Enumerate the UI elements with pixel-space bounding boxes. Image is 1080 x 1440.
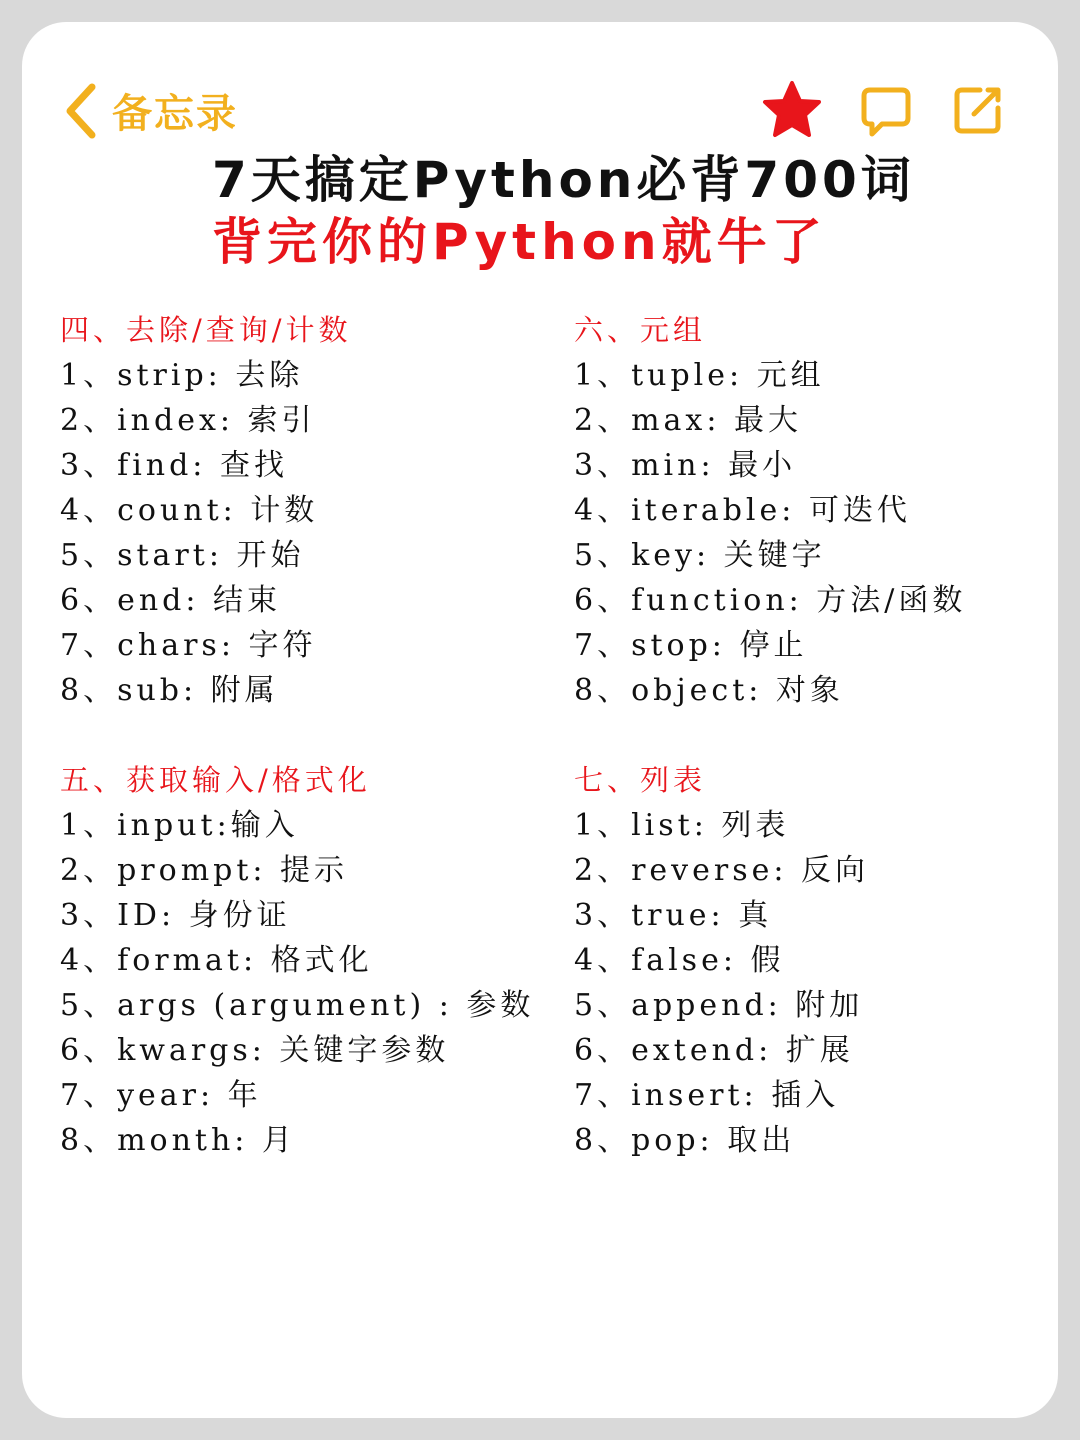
page-subtitle: 背完你的Python就牛了 xyxy=(212,213,827,271)
list-item: 2、index: 索引 xyxy=(60,403,316,438)
comment-icon[interactable] xyxy=(860,86,912,144)
toolbar xyxy=(22,22,1058,142)
list-item: 7、stop: 停止 xyxy=(574,628,808,663)
chevron-left-icon xyxy=(62,83,98,139)
list-item: 6、extend: 扩展 xyxy=(574,1033,854,1068)
star-icon[interactable] xyxy=(762,80,822,144)
list-item: 5、start: 开始 xyxy=(60,538,305,573)
section-heading: 六、元组 xyxy=(574,313,707,347)
list-item: 4、format: 格式化 xyxy=(60,943,373,978)
section-list xyxy=(574,758,869,1163)
section-input-format xyxy=(60,758,534,1163)
note-card xyxy=(22,22,1058,1418)
list-item: 1、tuple: 元组 xyxy=(574,358,825,393)
list-item: 3、ID: 身份证 xyxy=(60,898,291,933)
list-item: 1、strip: 去除 xyxy=(60,358,304,393)
edit-icon[interactable] xyxy=(952,84,1004,140)
back-label: 备忘录 xyxy=(112,91,238,137)
list-item: 8、sub: 附属 xyxy=(60,673,279,708)
list-item: 1、list: 列表 xyxy=(574,808,790,843)
list-item: 7、year: 年 xyxy=(60,1078,262,1113)
back-button[interactable] xyxy=(62,82,238,139)
list-item: 7、chars: 字符 xyxy=(60,628,317,663)
section-heading: 七、列表 xyxy=(574,763,707,797)
list-item: 7、insert: 插入 xyxy=(574,1078,840,1113)
list-item: 8、object: 对象 xyxy=(574,673,844,708)
list-item: 2、max: 最大 xyxy=(574,403,802,438)
list-item: 3、find: 查找 xyxy=(60,448,288,483)
page-title: 7天搞定Python必背700词 xyxy=(212,151,915,209)
list-item: 4、iterable: 可迭代 xyxy=(574,493,911,528)
list-item: 5、key: 关键字 xyxy=(574,538,826,573)
list-item: 4、false: 假 xyxy=(574,943,785,978)
list-item: 8、pop: 取出 xyxy=(574,1123,796,1158)
list-item: 6、kwargs: 关键字参数 xyxy=(60,1033,450,1068)
list-item: 2、prompt: 提示 xyxy=(60,853,349,888)
list-item: 5、args (argument) : 参数 xyxy=(60,988,535,1023)
section-heading: 五、获取输入/格式化 xyxy=(60,763,371,797)
list-item: 6、function: 方法/函数 xyxy=(574,583,967,618)
section-tuple xyxy=(574,308,966,713)
list-item: 2、reverse: 反向 xyxy=(574,853,870,888)
list-item: 4、count: 计数 xyxy=(60,493,319,528)
section-string-methods xyxy=(60,308,352,713)
list-item: 3、min: 最小 xyxy=(574,448,797,483)
list-item: 3、true: 真 xyxy=(574,898,773,933)
list-item: 1、input:输入 xyxy=(60,808,299,843)
list-item: 8、month: 月 xyxy=(60,1123,296,1158)
list-item: 5、append: 附加 xyxy=(574,988,864,1023)
section-heading: 四、去除/查询/计数 xyxy=(60,313,352,347)
list-item: 6、end: 结束 xyxy=(60,583,282,618)
